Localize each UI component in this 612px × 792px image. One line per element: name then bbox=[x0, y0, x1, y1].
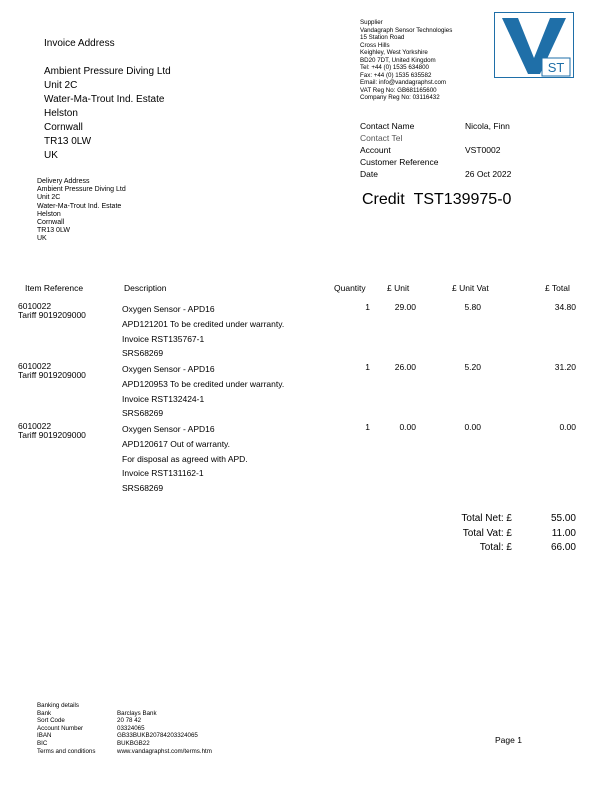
banking-row bbox=[37, 710, 212, 718]
total-label: Total Net: £ bbox=[461, 513, 512, 524]
header-total: £ Total bbox=[545, 283, 570, 293]
invoice-address-line: TR13 0LW bbox=[44, 136, 92, 147]
meta-value: VST0002 bbox=[465, 145, 501, 155]
invoice-address-line: Unit 2C bbox=[44, 80, 78, 91]
banking-key: Terms and conditions bbox=[37, 747, 96, 755]
header-item-reference: Item Reference bbox=[25, 283, 84, 293]
grand-total-row bbox=[420, 541, 576, 556]
item-desc-line: Oxygen Sensor - APD16 bbox=[122, 424, 215, 434]
page-number: Page 1 bbox=[495, 735, 522, 745]
item-unit-price: 29.00 bbox=[394, 302, 416, 312]
supplier-line: Vandagraph Sensor Technologies bbox=[360, 26, 453, 34]
delivery-address-line: Cornwall bbox=[37, 219, 65, 227]
item-total: 34.80 bbox=[554, 302, 576, 312]
item-description bbox=[122, 362, 284, 421]
supplier-heading: Supplier bbox=[360, 19, 383, 26]
invoice-address-heading: Invoice Address bbox=[44, 38, 115, 49]
delivery-address-line: Unit 2C bbox=[37, 194, 61, 202]
line-items bbox=[0, 302, 612, 498]
item-total: 31.20 bbox=[554, 362, 576, 372]
item-desc-line: SRS68269 bbox=[122, 348, 164, 359]
total-label: Total Vat: £ bbox=[462, 527, 512, 539]
line-item bbox=[0, 422, 612, 498]
delivery-address-line: Ambient Pressure Diving Ltd bbox=[37, 186, 126, 194]
total-value: 55.00 bbox=[550, 513, 576, 524]
delivery-address bbox=[37, 178, 126, 244]
item-unit-vat: 5.80 bbox=[464, 302, 481, 312]
banking-key: IBAN bbox=[37, 732, 52, 740]
item-quantity: 1 bbox=[365, 302, 370, 312]
item-unit-price: 0.00 bbox=[399, 422, 416, 432]
banking-key: Sort Code bbox=[37, 717, 65, 725]
item-code: 6010022 bbox=[18, 421, 52, 431]
banking-value: BUKBGB22 bbox=[117, 739, 150, 747]
item-code: 6010022 bbox=[18, 361, 52, 371]
item-desc-line: Invoice RST131162-1 bbox=[122, 468, 204, 479]
document-title bbox=[362, 191, 511, 209]
document-meta bbox=[360, 120, 530, 180]
supplier-line: Tel: +44 (0) 1535 634800 bbox=[360, 64, 429, 71]
supplier-line: Cross Hills bbox=[360, 41, 390, 49]
item-reference bbox=[18, 302, 86, 320]
item-reference bbox=[18, 362, 86, 380]
meta-key: Customer Reference bbox=[360, 157, 439, 167]
item-quantity: 1 bbox=[365, 362, 370, 372]
banking-key: Account Number bbox=[37, 724, 84, 732]
total-value: 11.00 bbox=[551, 527, 576, 539]
supplier-line: BD20 7DT, United Kingdom bbox=[360, 56, 436, 64]
banking-key: Bank bbox=[37, 709, 52, 717]
item-desc-line: SRS68269 bbox=[122, 483, 164, 494]
invoice-address-line: Cornwall bbox=[44, 122, 83, 133]
banking-heading: Banking details bbox=[37, 702, 79, 709]
invoice-address-line: Water-Ma-Trout Ind. Estate bbox=[44, 94, 165, 105]
item-total: 0.00 bbox=[559, 422, 576, 432]
banking-value: Barclays Bank bbox=[117, 709, 157, 717]
banking-value: GB33BUKB20784203324065 bbox=[117, 732, 198, 740]
meta-row bbox=[360, 120, 530, 132]
item-quantity: 1 bbox=[365, 422, 370, 432]
delivery-address-heading: Delivery Address bbox=[37, 178, 90, 185]
supplier-line: 15 Station Road bbox=[360, 34, 405, 41]
terms-link[interactable]: www.vandagraphst.com/terms.htm bbox=[117, 747, 212, 755]
item-description bbox=[122, 422, 248, 496]
item-unit-price: 26.00 bbox=[394, 362, 416, 372]
header-description: Description bbox=[124, 283, 167, 293]
supplier-email[interactable]: Email: info@vandagraphst.com bbox=[360, 79, 447, 86]
meta-row bbox=[360, 156, 530, 168]
item-desc-line: Invoice RST132424-1 bbox=[122, 393, 205, 404]
supplier-block bbox=[360, 19, 452, 102]
meta-key: Date bbox=[360, 169, 378, 179]
line-item bbox=[0, 362, 612, 422]
meta-key: Contact Name bbox=[360, 121, 415, 131]
item-unit-vat: 5.20 bbox=[464, 362, 481, 372]
header-unit-vat: £ Unit Vat bbox=[452, 283, 489, 293]
banking-row bbox=[37, 748, 212, 756]
header-quantity: Quantity bbox=[334, 283, 366, 293]
item-code: 6010022 bbox=[18, 301, 52, 311]
item-tariff: Tariff 9019209000 bbox=[18, 310, 86, 320]
banking-row bbox=[37, 717, 212, 725]
item-desc-line: APD120617 Out of warranty. bbox=[122, 438, 231, 449]
meta-row bbox=[360, 144, 530, 156]
invoice-address bbox=[44, 37, 171, 163]
total-net-row bbox=[420, 512, 576, 527]
delivery-address-line: Water-Ma-Trout Ind. Estate bbox=[37, 202, 122, 210]
supplier-line: VAT Reg No: GB681165600 bbox=[360, 86, 437, 94]
delivery-address-line: Helston bbox=[37, 210, 61, 218]
banking-row bbox=[37, 725, 212, 733]
document-type: Credit bbox=[362, 191, 405, 208]
invoice-address-line: UK bbox=[44, 150, 58, 161]
supplier-line: Keighley, West Yorkshire bbox=[360, 49, 428, 56]
total-value: 66.00 bbox=[550, 542, 576, 553]
item-desc-line: APD121201 To be credited under warranty. bbox=[122, 318, 285, 329]
document-number: TST139975-0 bbox=[413, 191, 512, 208]
item-tariff: Tariff 9019209000 bbox=[18, 430, 86, 440]
invoice-address-line: Helston bbox=[44, 108, 78, 119]
meta-row bbox=[360, 132, 530, 144]
banking-details bbox=[37, 702, 212, 755]
line-item bbox=[0, 302, 612, 362]
banking-value: 03324065 bbox=[117, 724, 145, 732]
item-desc-line: Oxygen Sensor - APD16 bbox=[122, 364, 215, 374]
banking-row bbox=[37, 740, 212, 748]
banking-row bbox=[37, 732, 212, 740]
totals-block bbox=[420, 512, 576, 556]
meta-value: Nicola, Finn bbox=[465, 121, 510, 131]
item-tariff: Tariff 9019209000 bbox=[18, 370, 86, 380]
header-unit: £ Unit bbox=[387, 283, 410, 293]
delivery-address-line: UK bbox=[37, 235, 47, 243]
item-desc-line: Invoice RST135767-1 bbox=[122, 333, 205, 344]
total-label: Total: £ bbox=[479, 542, 512, 553]
banking-value: 20 78 42 bbox=[117, 717, 142, 725]
logo-text: ST bbox=[547, 60, 565, 75]
company-logo bbox=[494, 12, 574, 78]
item-description bbox=[122, 302, 284, 361]
invoice-address-line: Ambient Pressure Diving Ltd bbox=[44, 66, 171, 77]
meta-key: Contact Tel bbox=[360, 133, 403, 143]
supplier-line: Company Reg No: 03116432 bbox=[360, 94, 440, 101]
item-desc-line: APD120953 To be credited under warranty. bbox=[122, 378, 285, 389]
meta-key: Account bbox=[360, 145, 391, 155]
banking-key: BIC bbox=[37, 739, 48, 747]
item-desc-line: SRS68269 bbox=[122, 408, 164, 419]
item-unit-vat: 0.00 bbox=[464, 422, 481, 432]
meta-row bbox=[360, 168, 530, 180]
item-desc-line: Oxygen Sensor - APD16 bbox=[122, 304, 215, 314]
total-vat-row bbox=[420, 527, 576, 542]
supplier-line: Fax: +44 (0) 1535 635582 bbox=[360, 71, 432, 79]
delivery-address-line: TR13 0LW bbox=[37, 227, 70, 235]
item-reference bbox=[18, 422, 86, 440]
meta-value: 26 Oct 2022 bbox=[465, 169, 512, 179]
item-desc-line: For disposal as agreed with APD. bbox=[122, 453, 248, 464]
